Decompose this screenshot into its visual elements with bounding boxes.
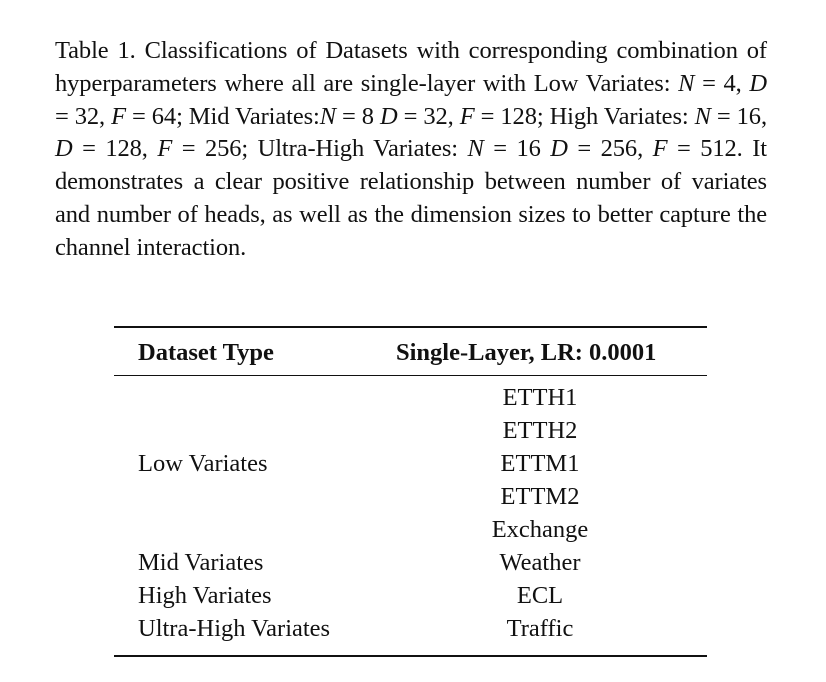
header-single-layer: Single-Layer, LR: 0.0001 — [396, 339, 657, 366]
cell-dataset-type: High Variates — [138, 582, 272, 609]
caption-text: = 128, — [72, 135, 158, 163]
table-bottom-rule — [114, 655, 707, 657]
caption-text: Classifications of Datasets with corresponding combination of hyperparameters where all are single-layer with Low Variates: — [55, 37, 767, 97]
cell-dataset: Weather — [499, 549, 581, 576]
cell-dataset: ETTH2 — [502, 417, 578, 444]
caption-text: = 256; Ultra-High Variates: — [172, 135, 468, 163]
var-f: F — [459, 102, 475, 130]
table-row — [114, 582, 707, 615]
caption-text: = 4, — [694, 69, 750, 97]
caption-text: = 64; Mid Variates: — [125, 102, 320, 130]
caption-text: = 16, — [710, 102, 767, 130]
caption-text: = 128; High Variates: — [474, 102, 695, 130]
var-n: N — [678, 69, 695, 97]
var-n: N — [694, 102, 711, 130]
caption-text: = 512. — [667, 135, 743, 163]
var-d: D — [550, 135, 568, 163]
caption-text: = 32, — [397, 102, 460, 130]
cell-dataset-type: Ultra-High Variates — [138, 615, 331, 642]
table-row — [114, 483, 707, 516]
table-header-row — [114, 328, 707, 375]
var-f: F — [652, 135, 668, 163]
table-row — [114, 417, 707, 450]
caption-text: It demonstrates a clear positive relationship between number of variates and number of heads, as well as the dimension sizes to better capture the channel interaction. — [55, 135, 767, 261]
caption-text: = 16 — [483, 135, 551, 163]
table-body — [114, 376, 707, 655]
header-dataset-type: Dataset Type — [138, 339, 274, 366]
table-row — [114, 450, 707, 483]
var-f: F — [111, 102, 126, 130]
caption-text: = 32, — [55, 102, 112, 130]
caption-label: Table 1. — [55, 37, 136, 64]
var-d: D — [55, 135, 73, 163]
cell-dataset-type: Mid Variates — [138, 549, 264, 576]
caption-text: = 8 — [336, 102, 380, 130]
cell-dataset: ETTM2 — [500, 483, 580, 510]
table-row — [114, 516, 707, 549]
table-row — [114, 549, 707, 582]
cell-dataset: ECL — [516, 582, 564, 609]
var-d: D — [379, 102, 398, 130]
var-n: N — [467, 135, 484, 163]
cell-dataset: Exchange — [491, 516, 589, 543]
cell-dataset: ETTM1 — [500, 450, 580, 477]
cell-dataset-type: Low Variates — [138, 450, 268, 477]
dataset-table — [114, 326, 707, 657]
caption-text: = 256, — [567, 135, 653, 163]
var-d: D — [749, 69, 767, 97]
var-n: N — [319, 102, 337, 130]
table-row — [114, 384, 707, 417]
var-f: F — [157, 135, 173, 163]
cell-dataset: ETTH1 — [502, 384, 578, 411]
table-row — [114, 615, 707, 648]
table-caption — [55, 35, 767, 265]
cell-dataset: Traffic — [506, 615, 574, 642]
